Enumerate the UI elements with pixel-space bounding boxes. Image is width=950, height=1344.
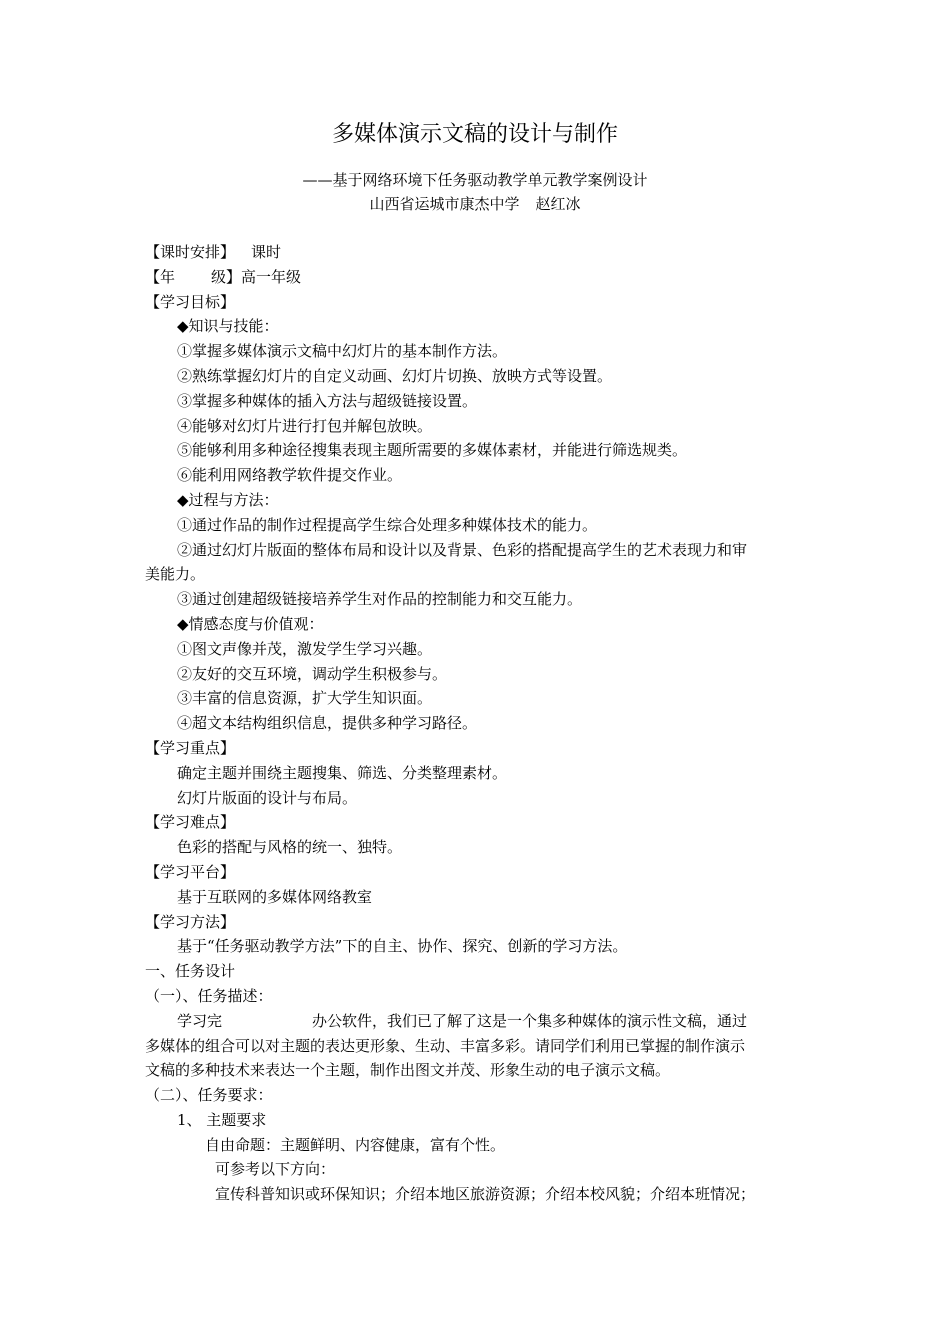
list-item: ④超文本结构组织信息，提供多种学习路径。 xyxy=(177,714,478,733)
subheading-knowledge: ◆知识与技能： xyxy=(177,317,279,336)
grade-value: 高一年级 xyxy=(241,267,302,286)
page-title: 多媒体演示文稿的设计与制作 xyxy=(331,122,618,147)
list-item: ②通过幻灯片版面的整体布局和设计以及背景、色彩的搭配提高学生的艺术表现力和审 xyxy=(177,540,748,559)
list-item: ⑤能够利用多种途径搜集表现主题所需要的多媒体素材，并能进行筛选规类。 xyxy=(177,441,688,460)
class-hours-line xyxy=(145,240,810,265)
paragraph: 色彩的搭配与风格的统一、独特。 xyxy=(177,838,403,857)
author-name: 赵红冰 xyxy=(535,195,581,213)
subheading-process: ◆过程与方法： xyxy=(177,490,279,509)
document-body xyxy=(145,240,810,1207)
section-label-difficulties: 【学习难点】 xyxy=(145,813,236,832)
list-item: ③通过创建超级链接培养学生对作品的控制能力和交互能力。 xyxy=(177,590,583,609)
paragraph: 宣传科普知识或环保知识；介绍本地区旅游资源；介绍本校风貌；介绍本班情况； xyxy=(215,1185,756,1204)
list-item-continuation: 美能力。 xyxy=(145,565,206,584)
section-label-class-hours: 【课时安排】 xyxy=(145,243,236,261)
paragraph: 基于互联网的多媒体网络教室 xyxy=(177,887,373,906)
author-line xyxy=(0,192,950,216)
paragraph: 幻灯片版面的设计与布局。 xyxy=(177,788,358,807)
author-school: 山西省运城市康杰中学 xyxy=(369,195,520,213)
list-item: ①通过作品的制作过程提高学生综合处理多种媒体技术的能力。 xyxy=(177,515,598,534)
list-item: ①掌握多媒体演示文稿中幻灯片的基本制作方法。 xyxy=(177,342,508,361)
paragraph: 自由命题：主题鲜明、内容健康，富有个性。 xyxy=(205,1135,506,1154)
list-item: ⑥能利用网络教学软件提交作业。 xyxy=(177,466,403,485)
paragraph xyxy=(145,1009,810,1034)
section-label-methods: 【学习方法】 xyxy=(145,912,236,931)
grade-line xyxy=(145,265,810,290)
paragraph-fragment: 办公软件，我们已了解了这是一个集多种媒体的演示性文稿，通过 xyxy=(312,1011,748,1030)
list-item: ④能够对幻灯片进行打包并解包放映。 xyxy=(177,416,433,435)
section-label-grade-b: 级】 xyxy=(211,267,242,286)
list-item: ②熟练掌握幻灯片的自定义动画、幻灯片切换、放映方式等设置。 xyxy=(177,366,613,385)
paragraph: 确定主题并围绕主题搜集、筛选、分类整理素材。 xyxy=(177,763,508,782)
heading-task-requirements: （二）、任务要求： xyxy=(145,1086,273,1105)
paragraph: 可参考以下方向： xyxy=(215,1160,336,1179)
heading-task-design: 一、任务设计 xyxy=(145,962,236,981)
list-item: ①图文声像并茂，激发学生学习兴趣。 xyxy=(177,639,433,658)
subheading-attitude: ◆情感态度与价值观： xyxy=(177,614,324,633)
paragraph: 文稿的多种技术来表达一个主题，制作出图文并茂、形象生动的电子演示文稿。 xyxy=(145,1061,671,1080)
page-subtitle: ——基于网络环境下任务驱动教学单元教学案例设计 xyxy=(302,171,648,189)
heading-task-description: （一）、任务描述： xyxy=(145,986,273,1005)
list-item: ③掌握多种媒体的插入方法与超级链接设置。 xyxy=(177,391,478,410)
section-label-platform: 【学习平台】 xyxy=(145,862,236,881)
list-item: ③丰富的信息资源，扩大学生知识面。 xyxy=(177,689,433,708)
paragraph: 多媒体的组合可以对主题的表达更形象、生动、丰富多彩。请同学们利用已掌握的制作演示 xyxy=(145,1036,746,1055)
section-label-objectives: 【学习目标】 xyxy=(145,292,236,311)
numbered-heading: 1、 主题要求 xyxy=(177,1110,267,1129)
section-label-key-points: 【学习重点】 xyxy=(145,738,236,757)
class-hours-value: 课时 xyxy=(251,243,282,261)
paragraph-fragment: 学习完 xyxy=(177,1011,223,1030)
paragraph: 基于“任务驱动教学方法”下的自主、协作、探究、创新的学习方法。 xyxy=(177,937,628,956)
list-item: ②友好的交互环境，调动学生积极参与。 xyxy=(177,664,448,683)
section-label-grade-a: 【年 xyxy=(145,267,176,286)
